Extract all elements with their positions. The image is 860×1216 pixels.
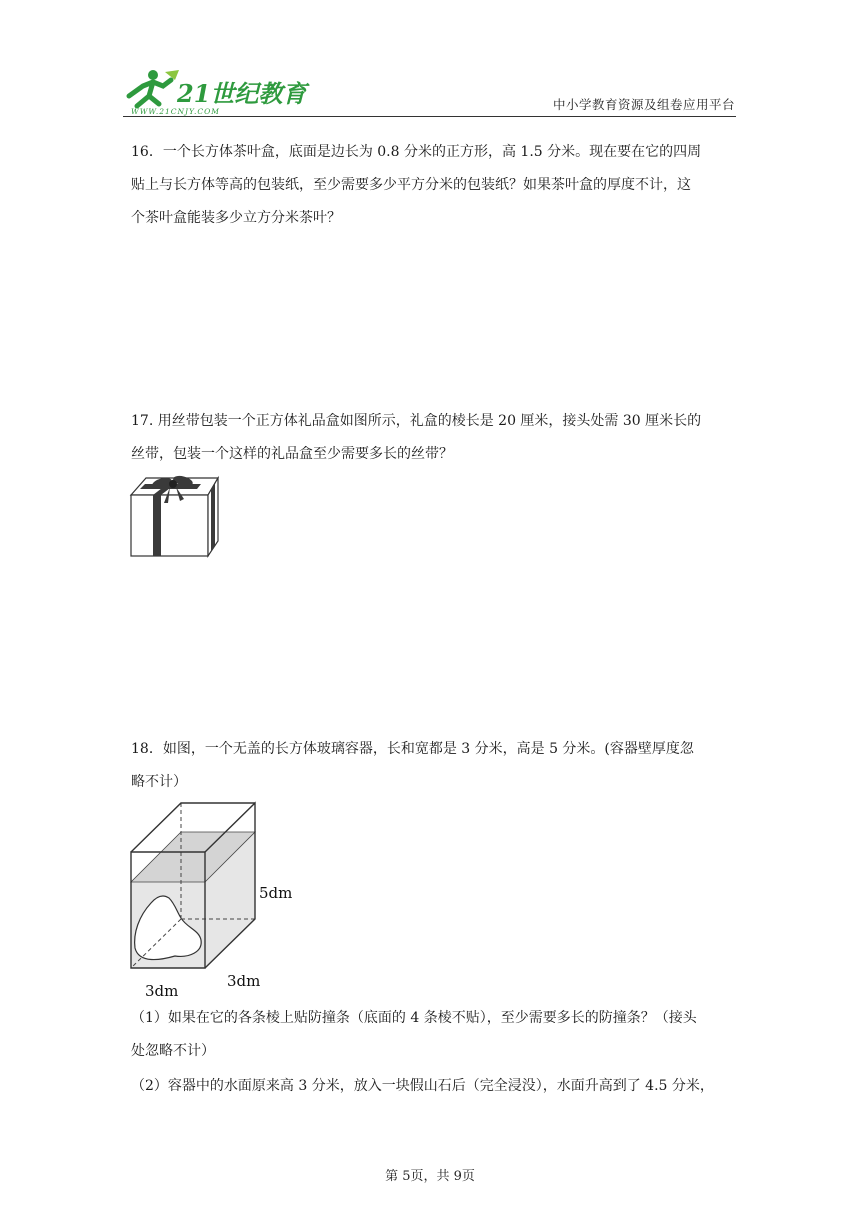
question-line: 17. 用丝带包装一个正方体礼品盒如图所示，礼盒的棱长是 20 厘米，接头处需 30 厘米长的	[131, 413, 702, 429]
question-line: 18．如图，一个无盖的长方体玻璃容器，长和宽都是 3 分米，高是 5 分米。(容器壁厚度忽	[131, 741, 694, 757]
question-line: 略不计）	[131, 774, 187, 790]
question-17	[131, 405, 731, 471]
header-divider	[123, 116, 736, 117]
subquestion-line: （1）如果在它的各条棱上贴防撞条（底面的 4 条棱不贴），至少需要多长的防撞条？（接头	[131, 1010, 697, 1026]
platform-name: 中小学教育资源及组卷应用平台	[552, 97, 735, 112]
question-line: 贴上与长方体等高的包装纸，至少需要多少平方分米的包装纸？如果茶叶盒的厚度不计，这	[131, 177, 691, 193]
site-logo	[123, 66, 307, 116]
subquestion-line: （2）容器中的水面原来高 3 分米，放入一块假山石后（完全浸没），水面升高到了 4.5 分米，	[131, 1078, 714, 1094]
gift-box-figure	[128, 475, 222, 559]
question-line: 个茶叶盒能装多少立方分米茶叶？	[131, 210, 341, 226]
length-label: 3dm	[145, 982, 179, 1000]
subquestion-2	[131, 1070, 731, 1103]
logo-url-text: WWW.21CNJY.COM	[131, 107, 220, 116]
logo-text: 21世纪教育	[177, 79, 307, 108]
question-line: 16．一个长方体茶叶盒，底面是边长为 0.8 分米的正方形，高 1.5 分米。现在要在它的四周	[131, 144, 702, 160]
question-18	[131, 733, 731, 799]
runner-icon	[129, 70, 179, 106]
question-line: 丝带，包装一个这样的礼品盒至少需要多长的丝带？	[131, 446, 453, 462]
page-number: 第 5页，共 9页	[385, 1169, 475, 1184]
question-16	[131, 136, 731, 235]
height-label: 5dm	[259, 884, 293, 902]
subquestion-1	[131, 1002, 731, 1068]
glass-container-figure	[125, 798, 305, 1000]
subquestion-line: 处忽略不计）	[131, 1043, 215, 1059]
width-label: 3dm	[227, 972, 261, 990]
